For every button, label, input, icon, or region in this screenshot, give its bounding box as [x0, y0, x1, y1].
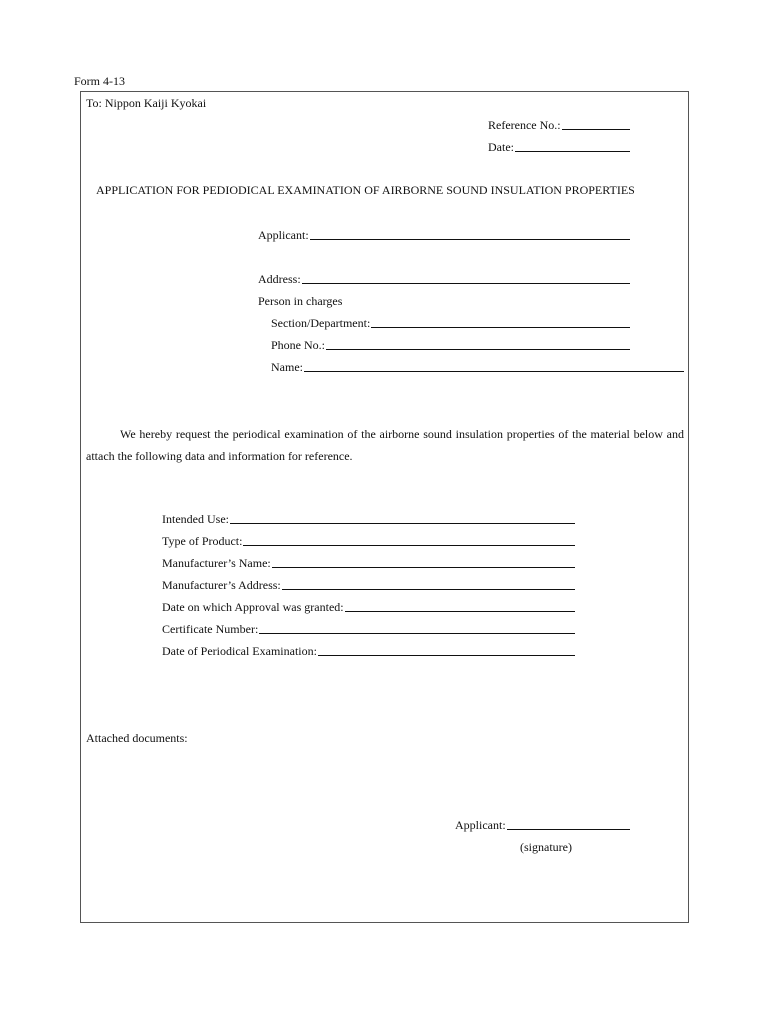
intended-use-field	[162, 512, 575, 526]
product-type-label: Type of Product:	[162, 534, 243, 548]
approval-date-label: Date on which Approval was granted:	[162, 600, 344, 614]
signature-caption: (signature)	[520, 840, 572, 854]
applicant-field	[258, 228, 630, 242]
phone-line	[326, 349, 630, 350]
periodical-examination-date-line	[318, 655, 575, 656]
certificate-number-line	[259, 633, 575, 634]
manufacturer-address-line	[282, 589, 575, 590]
name-label: Name:	[271, 360, 303, 374]
name-line	[304, 371, 684, 372]
intended-use-label: Intended Use:	[162, 512, 229, 526]
date-field	[488, 140, 630, 154]
reference-number-line	[562, 129, 630, 130]
manufacturer-address-label: Manufacturer’s Address:	[162, 578, 281, 592]
phone-field	[271, 338, 630, 352]
request-paragraph: We hereby request the periodical examination of the airborne sound insulation properties of the material below and attach the following data and information for reference.	[86, 427, 684, 463]
section-department-label: Section/Department:	[271, 316, 371, 330]
approval-date-field	[162, 600, 575, 614]
periodical-examination-date-field	[162, 644, 575, 658]
attached-documents-label: Attached documents:	[86, 731, 188, 745]
certificate-number-label: Certificate Number:	[162, 622, 259, 636]
intended-use-line	[230, 523, 575, 524]
certificate-number-field	[162, 622, 575, 636]
address-field	[258, 272, 630, 286]
addressee: To: Nippon Kaiji Kyokai	[86, 96, 207, 110]
applicant-line	[310, 239, 630, 240]
applicant-label: Applicant:	[258, 228, 309, 242]
product-type-field	[162, 534, 575, 548]
section-department-field	[271, 316, 630, 330]
manufacturer-name-label: Manufacturer’s Name:	[162, 556, 271, 570]
approval-date-line	[345, 611, 575, 612]
name-field	[271, 360, 684, 374]
manufacturer-name-field	[162, 556, 575, 570]
form-frame	[80, 91, 689, 923]
signature-field	[455, 818, 630, 832]
periodical-examination-date-label: Date of Periodical Examination:	[162, 644, 317, 658]
date-line	[515, 151, 630, 152]
manufacturer-address-field	[162, 578, 575, 592]
form-title: APPLICATION FOR PEDIODICAL EXAMINATION OF AIRBORNE SOUND INSULATION PROPERTIES	[96, 183, 635, 197]
manufacturer-name-line	[272, 567, 575, 568]
signature-line	[507, 829, 630, 830]
address-label: Address:	[258, 272, 301, 286]
address-line	[302, 283, 630, 284]
product-type-line	[243, 545, 575, 546]
date-label: Date:	[488, 140, 514, 154]
signature-applicant-label: Applicant:	[455, 818, 506, 832]
form-number: Form 4-13	[74, 74, 125, 88]
reference-number-field	[488, 118, 630, 132]
person-in-charge-label: Person in charges	[258, 294, 343, 308]
phone-label: Phone No.:	[271, 338, 325, 352]
section-department-line	[371, 327, 630, 328]
reference-number-label: Reference No.:	[488, 118, 561, 132]
